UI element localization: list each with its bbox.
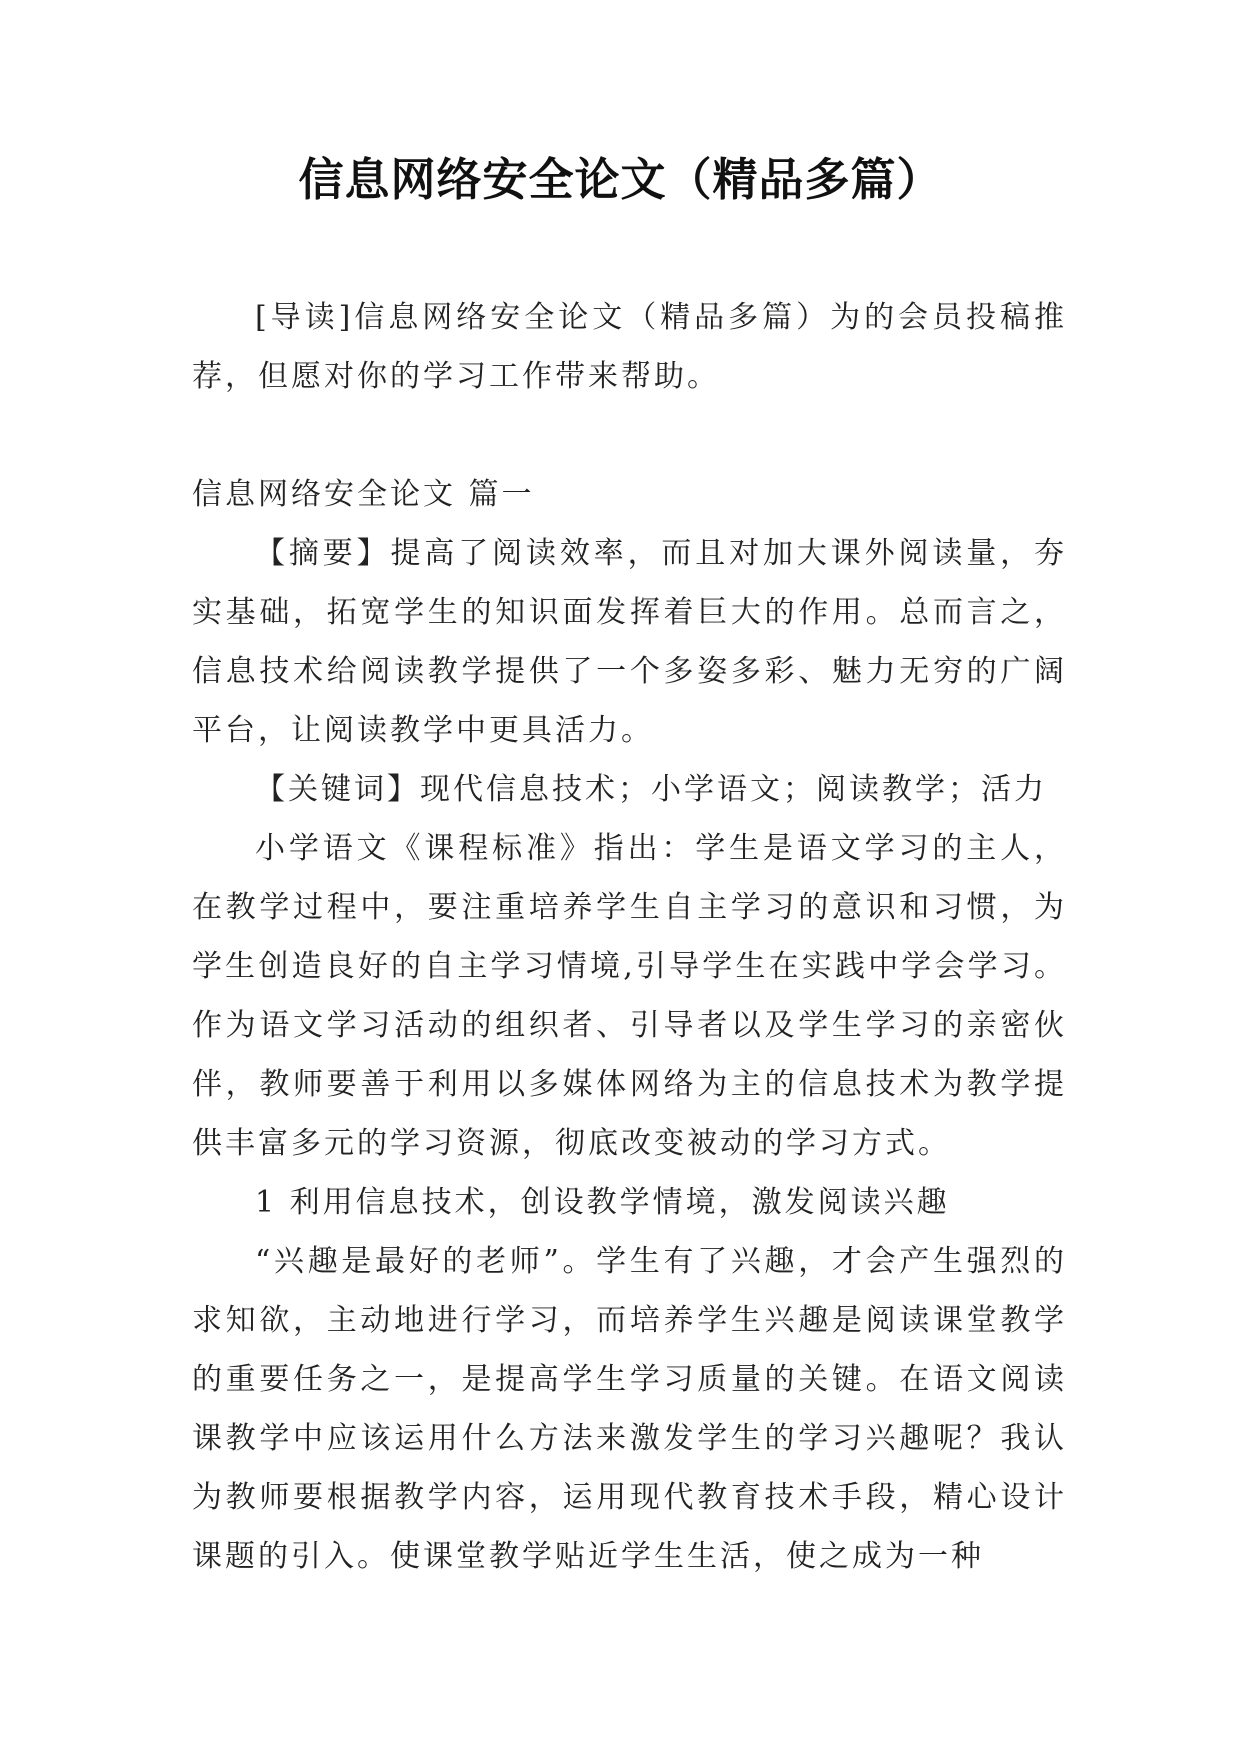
section-heading: 信息网络安全论文 篇一 bbox=[192, 477, 535, 512]
intro-paragraph: [导读]信息网络安全论文（精品多篇）为的会员投稿推荐，但愿对你的学习工作带来帮助。 bbox=[192, 300, 1067, 394]
document-title: 信息网络安全论文（精品多篇） bbox=[298, 153, 943, 206]
document-body bbox=[192, 288, 1067, 1586]
body-paragraph: 小学语文《课程标准》指出：学生是语文学习的主人，在教学过程中，要注重培养学生自主学习的意识和习惯，为学生创造良好的自主学习情境,引导学生在实践中学会学习。作为语文学习活动的组织者、引导者以及学生学习的亲密伙伴，教师要善于利用以多媒体网络为主的信息技术为教学提供丰富多元的学习资源，彻底改变被动的学习方式。 bbox=[192, 831, 1067, 1161]
keywords-paragraph: 【关键词】现代信息技术；小学语文；阅读教学；活力 bbox=[255, 772, 1047, 807]
abstract-paragraph: 【摘要】提高了阅读效率，而且对加大课外阅读量，夯实基础，拓宽学生的知识面发挥着巨大的作用。总而言之，信息技术给阅读教学提供了一个多姿多彩、魅力无穷的广阔平台，让阅读教学中更具活力。 bbox=[192, 536, 1067, 748]
subheading-paragraph: 1 利用信息技术，创设教学情境，激发阅读兴趣 bbox=[255, 1185, 950, 1220]
body-paragraph: “兴趣是最好的老师”。学生有了兴趣，才会产生强烈的求知欲，主动地进行学习，而培养学生兴趣是阅读课堂教学的重要任务之一，是提高学生学习质量的关键。在语文阅读课教学中应该运用什么方法来激发学生的学习兴趣呢？我认为教师要根据教学内容，运用现代教育技术手段，精心设计课题的引入。使课堂教学贴近学生生活，使之成为一种 bbox=[192, 1244, 1067, 1574]
